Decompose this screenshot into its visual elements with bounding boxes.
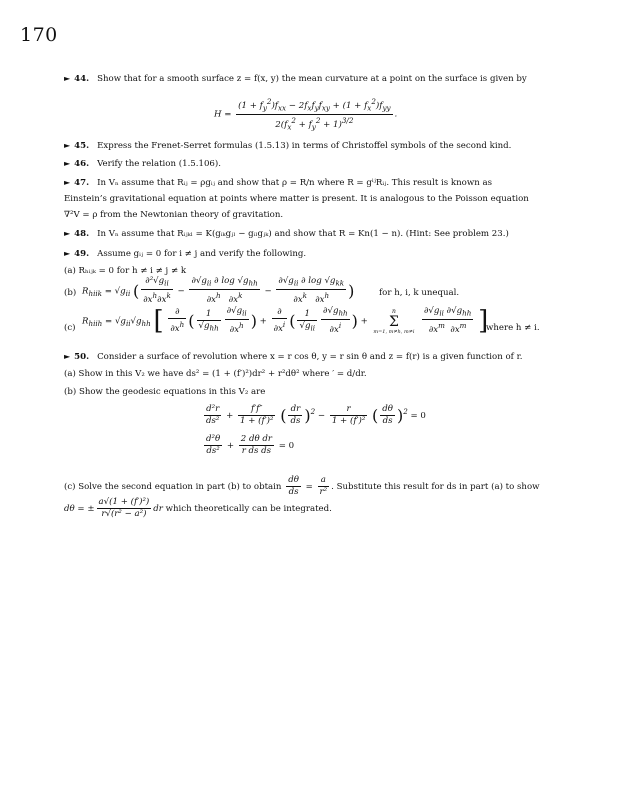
dtheta-result-equation: dθ = ± $\frac{\text{a√(1 + (f′)²)}}{\text{r√(r² − a²)}}$ dr <box>64 497 163 519</box>
bullet-arrow-icon: ► <box>64 178 71 187</box>
part-c-text: (c) Solve the second equation in part (b) to obtain <box>64 482 282 492</box>
problem-text: Verify the relation (1.5.106). <box>97 159 221 169</box>
problem-49-part-c-tail: where h ≠ i. <box>486 323 540 333</box>
problem-number: 50. <box>74 352 90 362</box>
problem-46 <box>64 158 221 170</box>
bullet-arrow-icon: ► <box>64 159 71 168</box>
problem-number: 47. <box>74 178 90 188</box>
problem-47 <box>64 177 492 189</box>
problem-47-line-2: Einstein’s gravitational equation at points where matter is present. It is analogous to the Poisson equation <box>64 194 529 204</box>
problem-49-part-b-equation: $R_{hiik} = √g_{ii}$ ( $\frac{\partial^2√g_{ii}}{\partial x^h\partial x^k}$ − $\frac{\partial√g_{ii} \partial \log √g_{hh}}{\partial x^h \partial x^k}$ − $\frac{\partial√g_{ii} \partial \log √g_{kk}}{\partial x^k \partial x^h}$ ) <box>82 276 355 305</box>
problem-50-part-b: (b) Show the geodesic equations in this V₂ are <box>64 387 266 397</box>
geodesic-equation-1: $\frac{\text{d²r}}{\text{ds²}}$ + $\frac{f'f''}{\text{1 + (f′)²}}$ ( $\frac{dr}{ds}$ )$^2$ − $\frac{r}{\text{1 + (f′)²}}$ ( $\frac{d\theta}{ds}$ )$^2$ = 0 <box>206 404 426 426</box>
problem-49-part-b-tail: for h, i, k unequal. <box>379 288 460 298</box>
problem-50-part-c <box>64 475 539 498</box>
problem-49-part-b-label: (b) <box>64 288 77 298</box>
bullet-arrow-icon: ► <box>64 141 71 150</box>
problem-47-line-3: ∇²V = ρ from the Newtonian theory of gravitation. <box>64 210 284 220</box>
problem-49-part-a: (a) Rₕᵢⱼₖ = 0 for h ≠ i ≠ j ≠ k <box>64 266 187 276</box>
problem-number: 48. <box>74 229 90 239</box>
bullet-arrow-icon: ► <box>64 74 71 83</box>
problem-50-part-c-result <box>64 497 332 520</box>
problem-50-part-a: (a) Show in this V₂ we have ds² = (1 + (f′)²)dr² + r²dθ² where ′ = d/dr. <box>64 369 367 379</box>
mean-curvature-equation: H = $\frac{(1 + f_y^2)f_{xx} - 2f_xf_yf_{xy} + (1 + f_x^2)f_{yy}}{2(f_x^2 + f_y^2 + 1)^{3/2}}$ . <box>214 97 398 132</box>
problem-text: In Vₙ assume that Rᵢⱼ = ρgᵢⱼ and show that ρ = R/n where R = gⁱʲRᵢⱼ. This result is known as <box>97 178 492 188</box>
problem-50 <box>64 351 522 363</box>
problem-number: 45. <box>74 141 90 151</box>
problem-45 <box>64 140 511 152</box>
page-number: 170 <box>20 24 58 46</box>
problem-44 <box>64 73 527 85</box>
bullet-arrow-icon: ► <box>64 352 71 361</box>
problem-number: 46. <box>74 159 90 169</box>
problem-49-part-c-label: (c) <box>64 323 76 333</box>
problem-49 <box>64 248 306 260</box>
problem-text: Assume gᵢⱼ = 0 for i ≠ j and verify the following. <box>97 249 307 259</box>
part-c-continuation: . Substitute this result for ds in part (a) to show <box>331 482 540 492</box>
dtheta-ds-equation: $\frac{d\theta}{ds}$ = $\frac{a}{\text{r²}}$ <box>288 475 328 497</box>
problem-text: Show that for a smooth surface z = f(x, y) the mean curvature at a point on the surface is given by <box>97 74 527 84</box>
problem-48 <box>64 228 509 240</box>
problem-number: 44. <box>74 74 90 84</box>
geodesic-equation-2: $\frac{\text{d²θ}}{\text{ds²}}$ + $\frac{\text{2 dθ dr}}{\text{r ds ds}}$ = 0 <box>206 434 295 456</box>
problem-text: Express the Frenet-Serret formulas (1.5.13) in terms of Christoffel symbols of the second kind. <box>97 141 512 151</box>
problem-text: Consider a surface of revolution where x = r cos θ, y = r sin θ and z = f(r) is a given function of r. <box>97 352 523 362</box>
problem-text: In Vₙ assume that Rᵢⱼₖₗ = K(gᵢₖgⱼₗ − gᵢₗgⱼₖ) and show that R = Kn(1 − n). (Hint: See problem 23.) <box>97 229 509 239</box>
part-c-end-text: which theoretically can be integrated. <box>165 504 332 514</box>
bullet-arrow-icon: ► <box>64 249 71 258</box>
problem-number: 49. <box>74 249 90 259</box>
bullet-arrow-icon: ► <box>64 229 71 238</box>
problem-49-part-c-equation: $R_{hiih} = √g_{ii}√g_{hh}$ [ $\frac{\partial}{\partial x^h}$ ( $\frac{1}{√g_{hh}}$ $\frac{\partial√g_{ii}}{\partial x^h}$ ) + $\frac{\partial}{\partial x^i}$ ( $\frac{1}{√g_{ii}}$ $\frac{\partial√g_{hh}}{\partial x^i}$ ) + n Σ m=1, m≠h, m≠i $\frac{\partial√g_{ii} \partial√g_{hh}}{\partial x^m \partial x^m}$ ] <box>82 306 489 336</box>
